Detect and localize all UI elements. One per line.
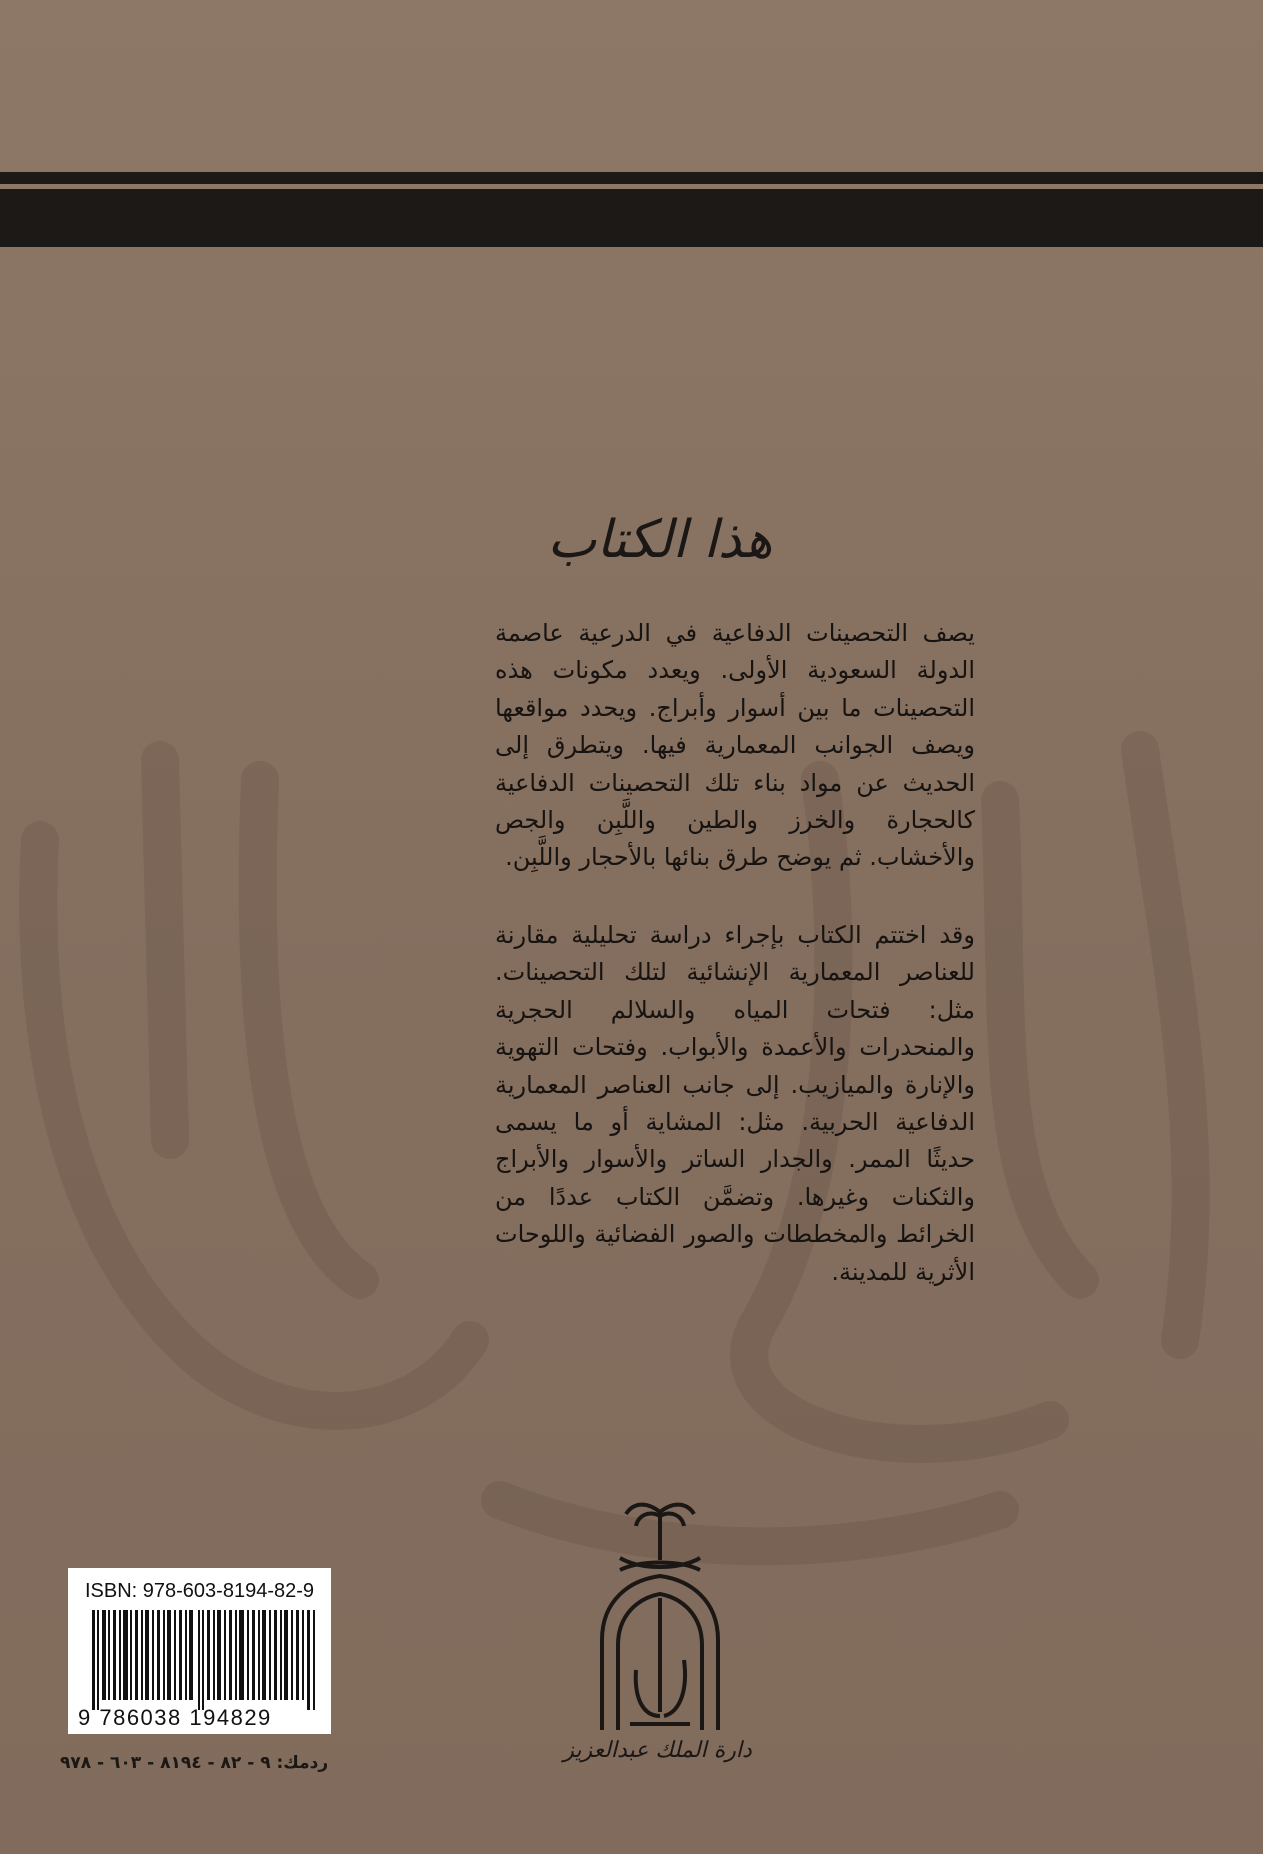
description-paragraph-2 [495, 917, 975, 1291]
cover-heading: هذا الكتاب [547, 510, 773, 570]
description-paragraph-1 [495, 615, 975, 877]
paragraph-2-text: وقد اختتم الكتاب بإجراء دراسة تحليلية مقارنة للعناصر المعمارية الإنشائية لتلك التحصينات. مثل: فتحات المياه والسلالم الحجرية والمنحدرات والأعمدة والأبواب. وفتحات التهوية والإنارة والميازيب. إلى جانب العناصر المعمارية الدفاعية الحربية. مثل: المشاية أو ما يسمى حديثًا الممر. والجدار الساتر والأسوار والأبراج والثكنات وغيرها. وتضمَّن الكتاب عددًا من الخرائط والمخططات والصور الفضائية واللوحات الأثرية للمدينة. [495, 921, 975, 1286]
publisher-name: دارة الملك عبدالعزيز [563, 1738, 752, 1763]
isbn-barcode-box [68, 1568, 331, 1734]
top-thick-band [0, 189, 1263, 247]
barcode [92, 1610, 317, 1710]
top-thin-band [0, 172, 1263, 184]
paragraph-1-text: يصف التحصينات الدفاعية في الدرعية عاصمة الدولة السعودية الأولى. ويعدد مكونات هذه التحصينات ما بين أسوار وأبراج. ويحدد مواقعها ويصف الجوانب المعمارية فيها. ويتطرق إلى الحديث عن مواد بناء تلك التحصينات الدفاعية كالحجارة والخرز والطين واللَّبِن والجص والأخشاب. ثم يوضح طرق بنائها بالأحجار واللَّبِن. [495, 619, 975, 872]
isbn-arabic: ردمك: ٩ - ٨٢ - ٨١٩٤ - ٦٠٣ - ٩٧٨ [60, 1753, 329, 1773]
publisher-logo [560, 1490, 760, 1780]
barcode-digits: 9 786038 194829 [78, 1705, 272, 1730]
isbn-label: ISBN: 978-603-8194-82-9 [84, 1580, 315, 1602]
